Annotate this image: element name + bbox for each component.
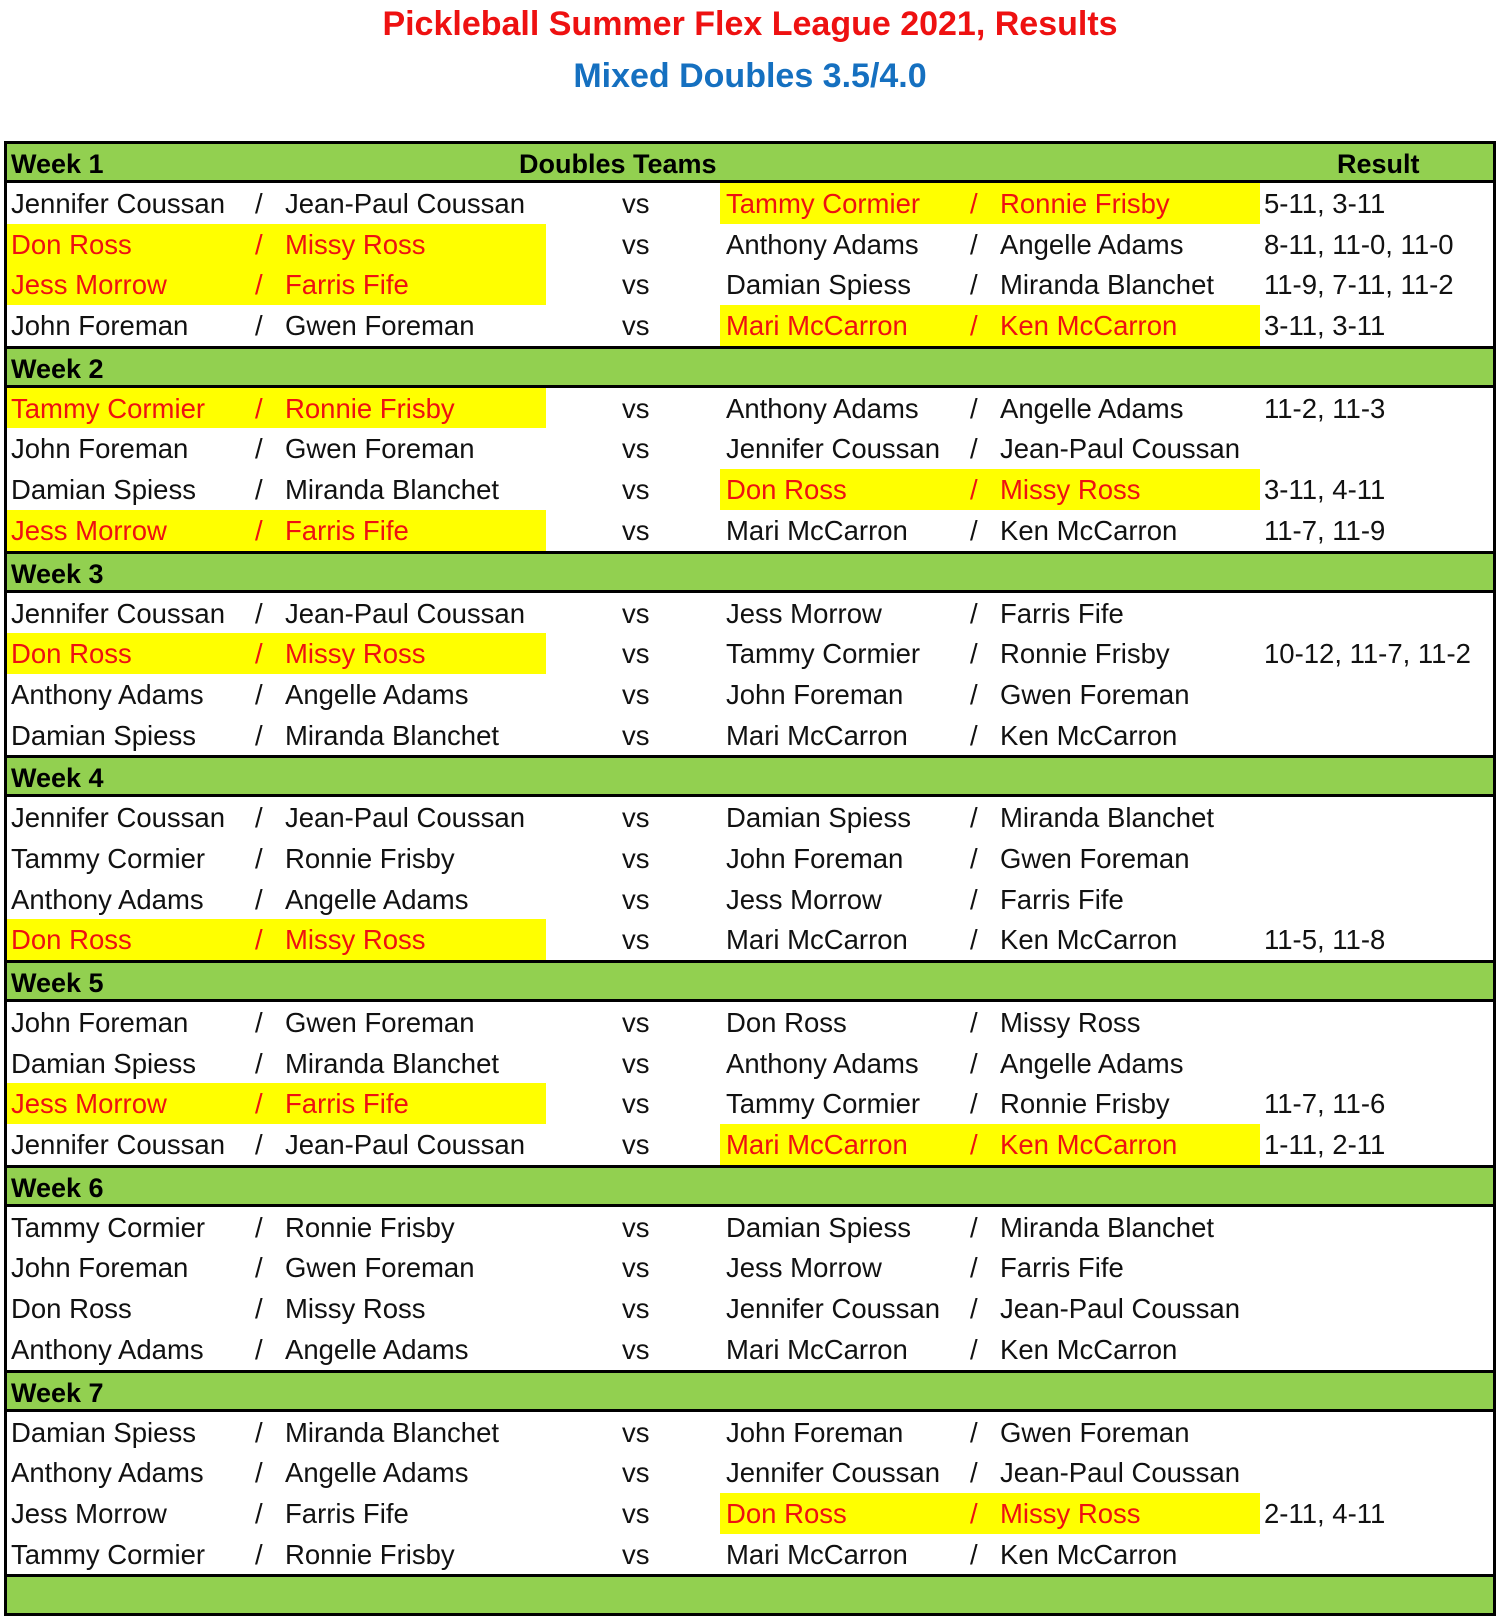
match-row bbox=[7, 510, 1493, 551]
team2-separator: / bbox=[970, 1047, 978, 1079]
team2-separator: / bbox=[970, 1333, 978, 1365]
team1-player1: Anthony Adams bbox=[11, 883, 204, 915]
vs-label: vs bbox=[622, 392, 650, 424]
team2-player2: Ken McCarron bbox=[1000, 924, 1178, 956]
team2-player2: Angelle Adams bbox=[1000, 392, 1184, 424]
team2-player2: Missy Ross bbox=[1000, 1007, 1141, 1038]
team2-separator: / bbox=[970, 1252, 978, 1284]
match-list bbox=[7, 797, 1493, 960]
team1-player1: John Foreman bbox=[11, 1252, 189, 1284]
team2-player1: Don Ross bbox=[726, 1497, 847, 1529]
team1-player1: Damian Spiess bbox=[11, 474, 196, 506]
vs-label: vs bbox=[622, 433, 650, 465]
week-header bbox=[7, 960, 1493, 1002]
team2-player1: Jess Morrow bbox=[726, 597, 882, 629]
match-list bbox=[7, 593, 1493, 756]
team2-separator: / bbox=[970, 1457, 978, 1489]
team2-player1: Tammy Cormier bbox=[726, 638, 921, 670]
team2-player2: Miranda Blanchet bbox=[1000, 802, 1215, 834]
team1-player1: Jennifer Coussan bbox=[11, 597, 226, 629]
match-result: 1-11, 2-11 bbox=[1264, 1129, 1386, 1161]
match-result: 11-7, 11-6 bbox=[1264, 1088, 1386, 1120]
team2-player2: Jean-Paul Coussan bbox=[1000, 1457, 1241, 1489]
team2-separator: / bbox=[970, 474, 978, 506]
team1-player1: Anthony Adams bbox=[11, 678, 204, 710]
team2-separator: / bbox=[970, 802, 978, 834]
match-result: 11-5, 11-8 bbox=[1264, 924, 1386, 956]
week-section bbox=[7, 1370, 1493, 1575]
team1-separator: / bbox=[255, 1538, 263, 1570]
vs-label: vs bbox=[622, 802, 650, 834]
week-section bbox=[7, 551, 1493, 756]
team2-separator: / bbox=[970, 1497, 978, 1529]
team1-player2: Miranda Blanchet bbox=[285, 474, 500, 506]
team1-player1: Jennifer Coussan bbox=[11, 1129, 226, 1161]
team1-player1: John Foreman bbox=[11, 1007, 189, 1038]
match-list bbox=[7, 388, 1493, 551]
team2-player2: Ken McCarron bbox=[1000, 1333, 1178, 1365]
team1-player1: Damian Spiess bbox=[11, 1416, 196, 1448]
team2-separator: / bbox=[970, 842, 978, 874]
team2-separator: / bbox=[970, 678, 978, 710]
team2-separator: / bbox=[970, 310, 978, 342]
schedule-table bbox=[4, 141, 1496, 1616]
vs-label: vs bbox=[622, 1007, 650, 1038]
week-section bbox=[7, 346, 1493, 551]
match-row bbox=[7, 1043, 1493, 1084]
team2-player1: Damian Spiess bbox=[726, 802, 911, 834]
team2-player2: Angelle Adams bbox=[1000, 1047, 1184, 1079]
team1-separator: / bbox=[255, 1333, 263, 1365]
vs-label: vs bbox=[622, 883, 650, 915]
vs-label: vs bbox=[622, 1333, 650, 1365]
team1-separator: / bbox=[255, 514, 263, 546]
team2-player1: Jess Morrow bbox=[726, 1252, 882, 1284]
vs-label: vs bbox=[622, 188, 650, 219]
team1-player2: Ronnie Frisby bbox=[285, 1211, 455, 1243]
match-list bbox=[7, 1207, 1493, 1370]
team1-player2: Miranda Blanchet bbox=[285, 719, 500, 751]
match-result: 10-12, 11-7, 11-2 bbox=[1264, 638, 1471, 670]
team1-player1: Damian Spiess bbox=[11, 719, 196, 751]
team2-player1: Tammy Cormier bbox=[726, 188, 921, 219]
vs-label: vs bbox=[622, 1129, 650, 1161]
match-row bbox=[7, 1534, 1493, 1575]
team2-player2: Angelle Adams bbox=[1000, 228, 1184, 260]
team2-player1: Mari McCarron bbox=[726, 1333, 908, 1365]
team2-player1: Jess Morrow bbox=[726, 883, 882, 915]
team1-player1: Jess Morrow bbox=[11, 1088, 167, 1120]
team2-separator: / bbox=[970, 883, 978, 915]
team2-separator: / bbox=[970, 1416, 978, 1448]
team1-separator: / bbox=[255, 392, 263, 424]
match-row bbox=[7, 224, 1493, 265]
team1-separator: / bbox=[255, 1007, 263, 1038]
team2-player2: Ronnie Frisby bbox=[1000, 638, 1170, 670]
team1-separator: / bbox=[255, 1047, 263, 1079]
team1-player2: Gwen Foreman bbox=[285, 310, 475, 342]
table-footer-bar bbox=[7, 1574, 1493, 1613]
match-row bbox=[7, 1329, 1493, 1370]
team2-player2: Ken McCarron bbox=[1000, 719, 1178, 751]
team2-player2: Jean-Paul Coussan bbox=[1000, 1293, 1241, 1325]
team2-player1: Mari McCarron bbox=[726, 310, 908, 342]
team2-separator: / bbox=[970, 514, 978, 546]
team2-player2: Miranda Blanchet bbox=[1000, 269, 1215, 301]
match-result: 8-11, 11-0, 11-0 bbox=[1264, 228, 1454, 260]
week-section bbox=[7, 755, 1493, 960]
match-row bbox=[7, 879, 1493, 920]
match-row bbox=[7, 428, 1493, 469]
team2-player2: Gwen Foreman bbox=[1000, 842, 1190, 874]
team1-player1: John Foreman bbox=[11, 433, 189, 465]
team1-separator: / bbox=[255, 1088, 263, 1120]
team2-player1: Damian Spiess bbox=[726, 1211, 911, 1243]
team2-player1: Anthony Adams bbox=[726, 1047, 919, 1079]
team2-player2: Farris Fife bbox=[1000, 1252, 1124, 1284]
team1-player1: Don Ross bbox=[11, 638, 132, 670]
team2-player2: Missy Ross bbox=[1000, 1497, 1141, 1529]
team2-player1: Don Ross bbox=[726, 1007, 847, 1038]
team1-player2: Angelle Adams bbox=[285, 883, 469, 915]
team2-player1: Mari McCarron bbox=[726, 1538, 908, 1570]
team2-player2: Ken McCarron bbox=[1000, 310, 1178, 342]
team2-player1: Mari McCarron bbox=[726, 514, 908, 546]
team2-player1: Jennifer Coussan bbox=[726, 1293, 941, 1325]
team2-separator: / bbox=[970, 433, 978, 465]
vs-label: vs bbox=[622, 1497, 650, 1529]
team2-player2: Ken McCarron bbox=[1000, 1538, 1178, 1570]
doubles-teams-header: Doubles Teams bbox=[519, 149, 717, 179]
team1-player1: Tammy Cormier bbox=[11, 1211, 206, 1243]
team1-player1: Jess Morrow bbox=[11, 1497, 167, 1529]
team2-player1: Tammy Cormier bbox=[726, 1088, 921, 1120]
team2-separator: / bbox=[970, 1007, 978, 1038]
match-result: 5-11, 3-11 bbox=[1264, 188, 1386, 219]
team2-separator: / bbox=[970, 1293, 978, 1325]
match-list bbox=[7, 183, 1493, 346]
team2-player2: Gwen Foreman bbox=[1000, 678, 1190, 710]
team1-separator: / bbox=[255, 1293, 263, 1325]
team2-player1: Anthony Adams bbox=[726, 392, 919, 424]
team2-player2: Farris Fife bbox=[1000, 597, 1124, 629]
team2-separator: / bbox=[970, 188, 978, 219]
team2-player1: Jennifer Coussan bbox=[726, 1457, 941, 1489]
match-result: 11-9, 7-11, 11-2 bbox=[1264, 269, 1454, 301]
team1-separator: / bbox=[255, 924, 263, 956]
match-row bbox=[7, 1124, 1493, 1165]
team2-separator: / bbox=[970, 1088, 978, 1120]
team2-player2: Ken McCarron bbox=[1000, 1129, 1178, 1161]
team1-player2: Angelle Adams bbox=[285, 1457, 469, 1489]
team2-separator: / bbox=[970, 1538, 978, 1570]
team1-separator: / bbox=[255, 1129, 263, 1161]
team1-separator: / bbox=[255, 310, 263, 342]
team1-separator: / bbox=[255, 802, 263, 834]
team2-player2: Ronnie Frisby bbox=[1000, 1088, 1170, 1120]
team1-separator: / bbox=[255, 474, 263, 506]
team1-separator: / bbox=[255, 433, 263, 465]
team1-player1: Jennifer Coussan bbox=[11, 188, 226, 219]
vs-label: vs bbox=[622, 474, 650, 506]
team1-separator: / bbox=[255, 1457, 263, 1489]
vs-label: vs bbox=[622, 1047, 650, 1079]
team1-separator: / bbox=[255, 228, 263, 260]
vs-label: vs bbox=[622, 678, 650, 710]
vs-label: vs bbox=[622, 228, 650, 260]
vs-label: vs bbox=[622, 514, 650, 546]
team2-player2: Missy Ross bbox=[1000, 474, 1141, 506]
match-row bbox=[7, 838, 1493, 879]
team2-separator: / bbox=[970, 924, 978, 956]
team1-player2: Farris Fife bbox=[285, 1088, 409, 1120]
match-row bbox=[7, 919, 1493, 960]
team1-separator: / bbox=[255, 188, 263, 219]
page-subtitle: Mixed Doubles 3.5/4.0 bbox=[573, 57, 927, 95]
team1-player2: Farris Fife bbox=[285, 514, 409, 546]
team1-separator: / bbox=[255, 719, 263, 751]
vs-label: vs bbox=[622, 597, 650, 629]
match-row bbox=[7, 715, 1493, 756]
match-row bbox=[7, 469, 1493, 510]
match-row bbox=[7, 264, 1493, 305]
team2-player2: Ronnie Frisby bbox=[1000, 188, 1170, 219]
team1-player2: Missy Ross bbox=[285, 638, 426, 670]
week-section bbox=[7, 1165, 1493, 1370]
match-row bbox=[7, 797, 1493, 838]
week-header bbox=[7, 551, 1493, 593]
team1-player1: Jess Morrow bbox=[11, 269, 167, 301]
vs-label: vs bbox=[622, 1211, 650, 1243]
team2-player1: Jennifer Coussan bbox=[726, 433, 941, 465]
team1-player1: Tammy Cormier bbox=[11, 392, 206, 424]
team1-player2: Jean-Paul Coussan bbox=[285, 188, 526, 219]
match-row bbox=[7, 305, 1493, 346]
team1-separator: / bbox=[255, 269, 263, 301]
team1-player2: Missy Ross bbox=[285, 228, 426, 260]
team2-player2: Farris Fife bbox=[1000, 883, 1124, 915]
vs-label: vs bbox=[622, 269, 650, 301]
team2-player1: Mari McCarron bbox=[726, 1129, 908, 1161]
vs-label: vs bbox=[622, 1457, 650, 1489]
team1-player2: Miranda Blanchet bbox=[285, 1416, 500, 1448]
match-list bbox=[7, 1002, 1493, 1165]
team1-player1: Jess Morrow bbox=[11, 514, 167, 546]
week-header bbox=[7, 755, 1493, 797]
match-row bbox=[7, 1452, 1493, 1493]
team2-separator: / bbox=[970, 638, 978, 670]
team2-player1: John Foreman bbox=[726, 842, 904, 874]
team1-player2: Ronnie Frisby bbox=[285, 1538, 455, 1570]
team2-separator: / bbox=[970, 228, 978, 260]
team1-separator: / bbox=[255, 1252, 263, 1284]
vs-label: vs bbox=[622, 1538, 650, 1570]
week-label: Week 5 bbox=[11, 968, 104, 998]
team2-separator: / bbox=[970, 1129, 978, 1161]
match-row bbox=[7, 1247, 1493, 1288]
week-label: Week 1 bbox=[11, 149, 104, 179]
team1-player2: Jean-Paul Coussan bbox=[285, 1129, 526, 1161]
team1-player1: John Foreman bbox=[11, 310, 189, 342]
match-row bbox=[7, 1412, 1493, 1453]
team1-player1: Don Ross bbox=[11, 228, 132, 260]
team1-separator: / bbox=[255, 842, 263, 874]
week-label: Week 6 bbox=[11, 1172, 104, 1203]
week-label: Week 2 bbox=[11, 353, 104, 384]
team2-separator: / bbox=[970, 1211, 978, 1243]
team1-separator: / bbox=[255, 678, 263, 710]
week-header bbox=[7, 144, 1493, 183]
page-title: Pickleball Summer Flex League 2021, Results bbox=[382, 5, 1118, 43]
team1-player2: Angelle Adams bbox=[285, 678, 469, 710]
team1-player1: Tammy Cormier bbox=[11, 842, 206, 874]
team1-player2: Gwen Foreman bbox=[285, 433, 475, 465]
vs-label: vs bbox=[622, 310, 650, 342]
team1-player1: Anthony Adams bbox=[11, 1457, 204, 1489]
team2-player2: Gwen Foreman bbox=[1000, 1416, 1190, 1448]
team2-player1: Mari McCarron bbox=[726, 924, 908, 956]
vs-label: vs bbox=[622, 1416, 650, 1448]
team1-player1: Don Ross bbox=[11, 1293, 132, 1325]
team1-player2: Farris Fife bbox=[285, 1497, 409, 1529]
weeks-container bbox=[7, 144, 1493, 1574]
team1-player2: Jean-Paul Coussan bbox=[285, 597, 526, 629]
team2-player1: Don Ross bbox=[726, 474, 847, 506]
team2-player2: Ken McCarron bbox=[1000, 514, 1178, 546]
team2-player2: Jean-Paul Coussan bbox=[1000, 433, 1241, 465]
team1-player2: Angelle Adams bbox=[285, 1333, 469, 1365]
week-section bbox=[7, 960, 1493, 1165]
match-result: 3-11, 4-11 bbox=[1264, 474, 1386, 506]
team2-separator: / bbox=[970, 392, 978, 424]
team1-separator: / bbox=[255, 597, 263, 629]
team1-player1: Jennifer Coussan bbox=[11, 802, 226, 834]
match-row bbox=[7, 1207, 1493, 1248]
team2-separator: / bbox=[970, 719, 978, 751]
week-label: Week 7 bbox=[11, 1377, 104, 1408]
team1-player2: Gwen Foreman bbox=[285, 1007, 475, 1038]
match-row bbox=[7, 633, 1493, 674]
team1-separator: / bbox=[255, 1416, 263, 1448]
team1-separator: / bbox=[255, 1497, 263, 1529]
match-result: 11-2, 11-3 bbox=[1264, 392, 1386, 424]
team1-separator: / bbox=[255, 883, 263, 915]
match-row bbox=[7, 388, 1493, 429]
team1-player2: Ronnie Frisby bbox=[285, 392, 455, 424]
team1-player2: Miranda Blanchet bbox=[285, 1047, 500, 1079]
match-row bbox=[7, 674, 1493, 715]
vs-label: vs bbox=[622, 842, 650, 874]
vs-label: vs bbox=[622, 638, 650, 670]
team1-player2: Missy Ross bbox=[285, 1293, 426, 1325]
match-result: 11-7, 11-9 bbox=[1264, 514, 1386, 546]
week-section bbox=[7, 144, 1493, 346]
vs-label: vs bbox=[622, 1252, 650, 1284]
team1-player2: Missy Ross bbox=[285, 924, 426, 956]
week-header bbox=[7, 346, 1493, 388]
team1-player1: Damian Spiess bbox=[11, 1047, 196, 1079]
team1-player2: Farris Fife bbox=[285, 269, 409, 301]
team1-player2: Jean-Paul Coussan bbox=[285, 802, 526, 834]
team2-player1: Anthony Adams bbox=[726, 228, 919, 260]
match-result: 3-11, 3-11 bbox=[1264, 310, 1386, 342]
team1-separator: / bbox=[255, 1211, 263, 1243]
match-row bbox=[7, 183, 1493, 224]
team1-player2: Gwen Foreman bbox=[285, 1252, 475, 1284]
team2-player2: Miranda Blanchet bbox=[1000, 1211, 1215, 1243]
team1-separator: / bbox=[255, 638, 263, 670]
result-header: Result bbox=[1337, 149, 1420, 179]
week-label: Week 3 bbox=[11, 558, 104, 589]
week-header bbox=[7, 1370, 1493, 1412]
vs-label: vs bbox=[622, 924, 650, 956]
team1-player1: Anthony Adams bbox=[11, 1333, 204, 1365]
vs-label: vs bbox=[622, 1293, 650, 1325]
match-list bbox=[7, 1412, 1493, 1575]
team1-player1: Don Ross bbox=[11, 924, 132, 956]
week-label: Week 4 bbox=[11, 763, 104, 794]
match-row bbox=[7, 1288, 1493, 1329]
match-row bbox=[7, 1083, 1493, 1124]
team2-player1: Mari McCarron bbox=[726, 719, 908, 751]
team2-player1: John Foreman bbox=[726, 678, 904, 710]
match-row bbox=[7, 1493, 1493, 1534]
match-row bbox=[7, 593, 1493, 634]
week-header bbox=[7, 1165, 1493, 1207]
team2-player1: Damian Spiess bbox=[726, 269, 911, 301]
team2-separator: / bbox=[970, 269, 978, 301]
vs-label: vs bbox=[622, 719, 650, 751]
team2-player1: John Foreman bbox=[726, 1416, 904, 1448]
match-result: 2-11, 4-11 bbox=[1264, 1497, 1386, 1529]
team1-player1: Tammy Cormier bbox=[11, 1538, 206, 1570]
match-row bbox=[7, 1002, 1493, 1043]
vs-label: vs bbox=[622, 1088, 650, 1120]
team1-player2: Ronnie Frisby bbox=[285, 842, 455, 874]
team2-separator: / bbox=[970, 597, 978, 629]
